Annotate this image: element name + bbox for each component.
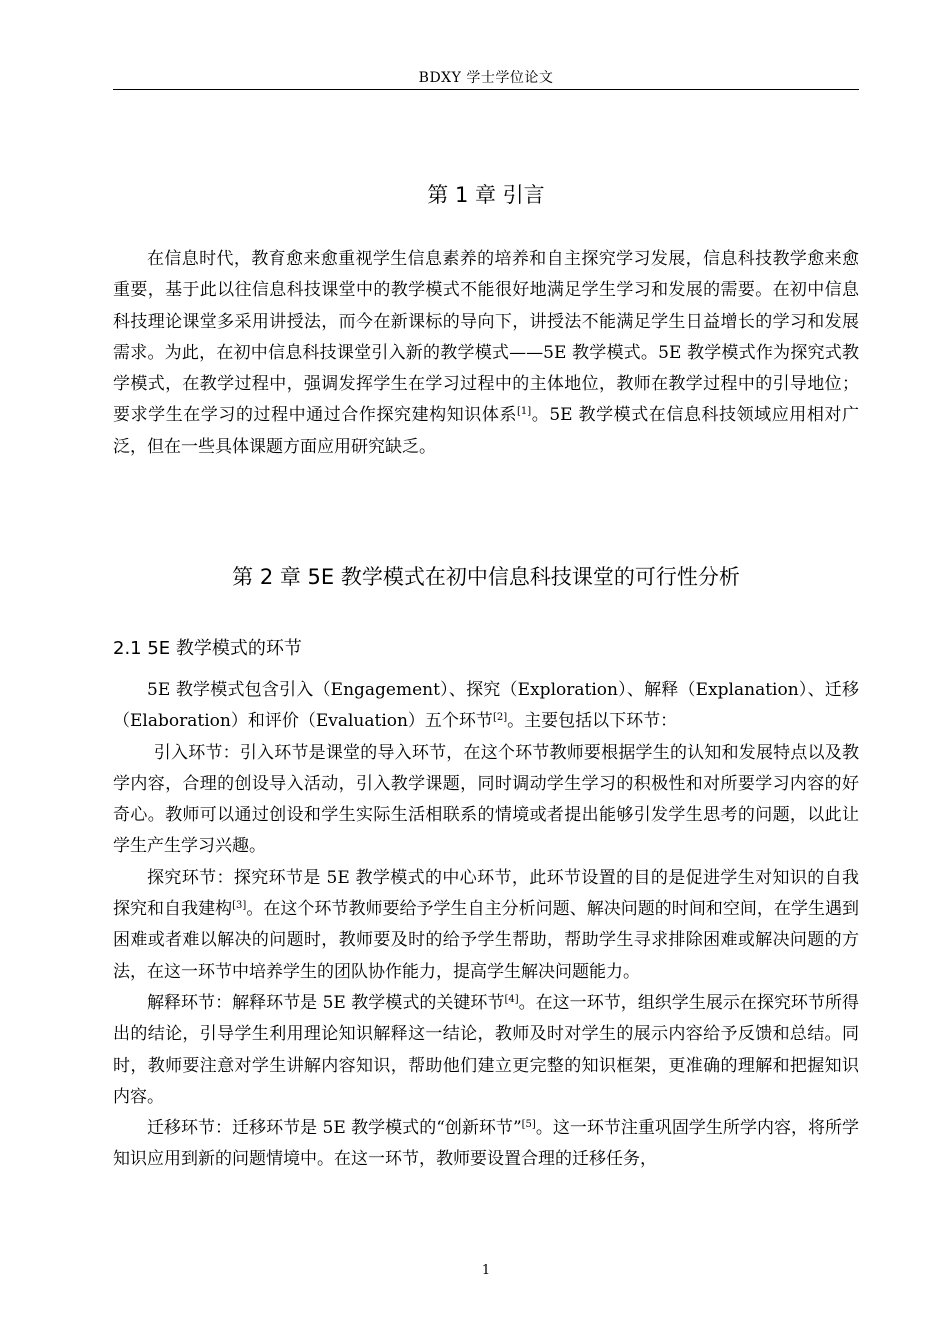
- paragraph-engagement: [113, 738, 859, 863]
- paragraph-text: 。5E 教学模式在信息科技领域应用相对广泛，但在一些具体课题方面应用研究缺乏。: [113, 405, 859, 457]
- paragraph-text: 5E 教学模式包含引入（Engagement）、探究（Exploration）、解释（Explanation）、迁移（Elaboration）和评价（Evaluation）五个环节: [113, 680, 859, 732]
- paragraph: [113, 244, 859, 463]
- citation-ref: [1]: [517, 406, 532, 418]
- paragraph-text: 探究环节：探究环节是 5E 教学模式的中心环节，此环节设置的目的是促进学生对知识的自我探究和自我建构: [113, 867, 859, 920]
- section-2-1-body: [113, 675, 859, 1176]
- paragraph-text: 引入环节：引入环节是课堂的导入环节，在这个环节教师要根据学生的认知和发展特点以及教学内容，合理的创设导入活动，引入教学课题，同时调动学生学习的积极性和对所要学习内容的好奇心。教师可以通过创设和学生实际生活相联系的情境或者提出能够引发学生思考的问题，以此让学生产生学习兴趣。: [113, 742, 859, 857]
- paragraph-explanation: [113, 988, 859, 1113]
- chapter-1-body: [113, 244, 859, 463]
- page-number: 1: [481, 1263, 491, 1278]
- section-2-1-title: 2.1 5E 教学模式的环节: [113, 638, 302, 659]
- paragraph-text: 。这一环节注重巩固学生所学内容，将所学知识应用到新的问题情境中。在这一环节，教师要设置合理的迁移任务，: [113, 1118, 859, 1170]
- paragraph-elaboration: [113, 1113, 859, 1176]
- chapter-1-title: 第 1 章 引言: [427, 183, 545, 207]
- citation-ref: [5]: [521, 1119, 536, 1131]
- paragraph-text: 解释环节：解释环节是 5E 教学模式的关键环节: [147, 992, 505, 1013]
- citation-ref: [2]: [492, 712, 508, 724]
- paragraph-exploration: [113, 863, 859, 988]
- running-header: BDXY 学士学位论文: [418, 70, 554, 86]
- chapter-2-title: 第 2 章 5E 教学模式在初中信息科技课堂的可行性分析: [232, 565, 740, 589]
- paragraph-text: 在信息时代，教育愈来愈重视学生信息素养的培养和自主探究学习发展，信息科技教学愈来愈重要，基于此以往信息科技课堂中的教学模式不能很好地满足学生学习和发展的需要。在初中信息科技理论课堂多采用讲授法，而今在新课标的导向下，讲授法不能满足学生日益增长的学习和发展需求。为此，在初中信息科技课堂引入新的教学模式——5E 教学模式。5E 教学模式作为探究式教学模式，在教学过程中，强调发挥学生在学习过程中的主体地位，教师在教学过程中的引导地位；要求学生在学习的过程中通过合作探究建构知识体系: [113, 249, 859, 426]
- citation-ref: [3]: [232, 900, 247, 912]
- header-rule: [113, 89, 859, 90]
- paragraph-text: 迁移环节：迁移环节是 5E 教学模式的“创新环节”: [147, 1118, 522, 1139]
- paragraph-text: 。主要包括以下环节：: [507, 711, 678, 732]
- paragraph-intro: [113, 675, 859, 738]
- citation-ref: [4]: [504, 993, 519, 1005]
- paragraph-text: 。在这个环节教师要给予学生自主分析问题、解决问题的时间和空间，在学生遇到困难或者难以解决的问题时，教师要及时的给予学生帮助，帮助学生寻求排除困难或解决问题的方法，在这一环节中培养学生的团队协作能力，提高学生解决问题能力。: [113, 899, 860, 982]
- paragraph-text: 。在这一环节，组织学生展示在探究环节所得出的结论，引导学生利用理论知识解释这一结论，教师及时对学生的展示内容给予反馈和总结。同时，教师要注意对学生讲解内容知识，帮助他们建立更完整的知识框架，更准确的理解和把握知识内容。: [113, 992, 859, 1107]
